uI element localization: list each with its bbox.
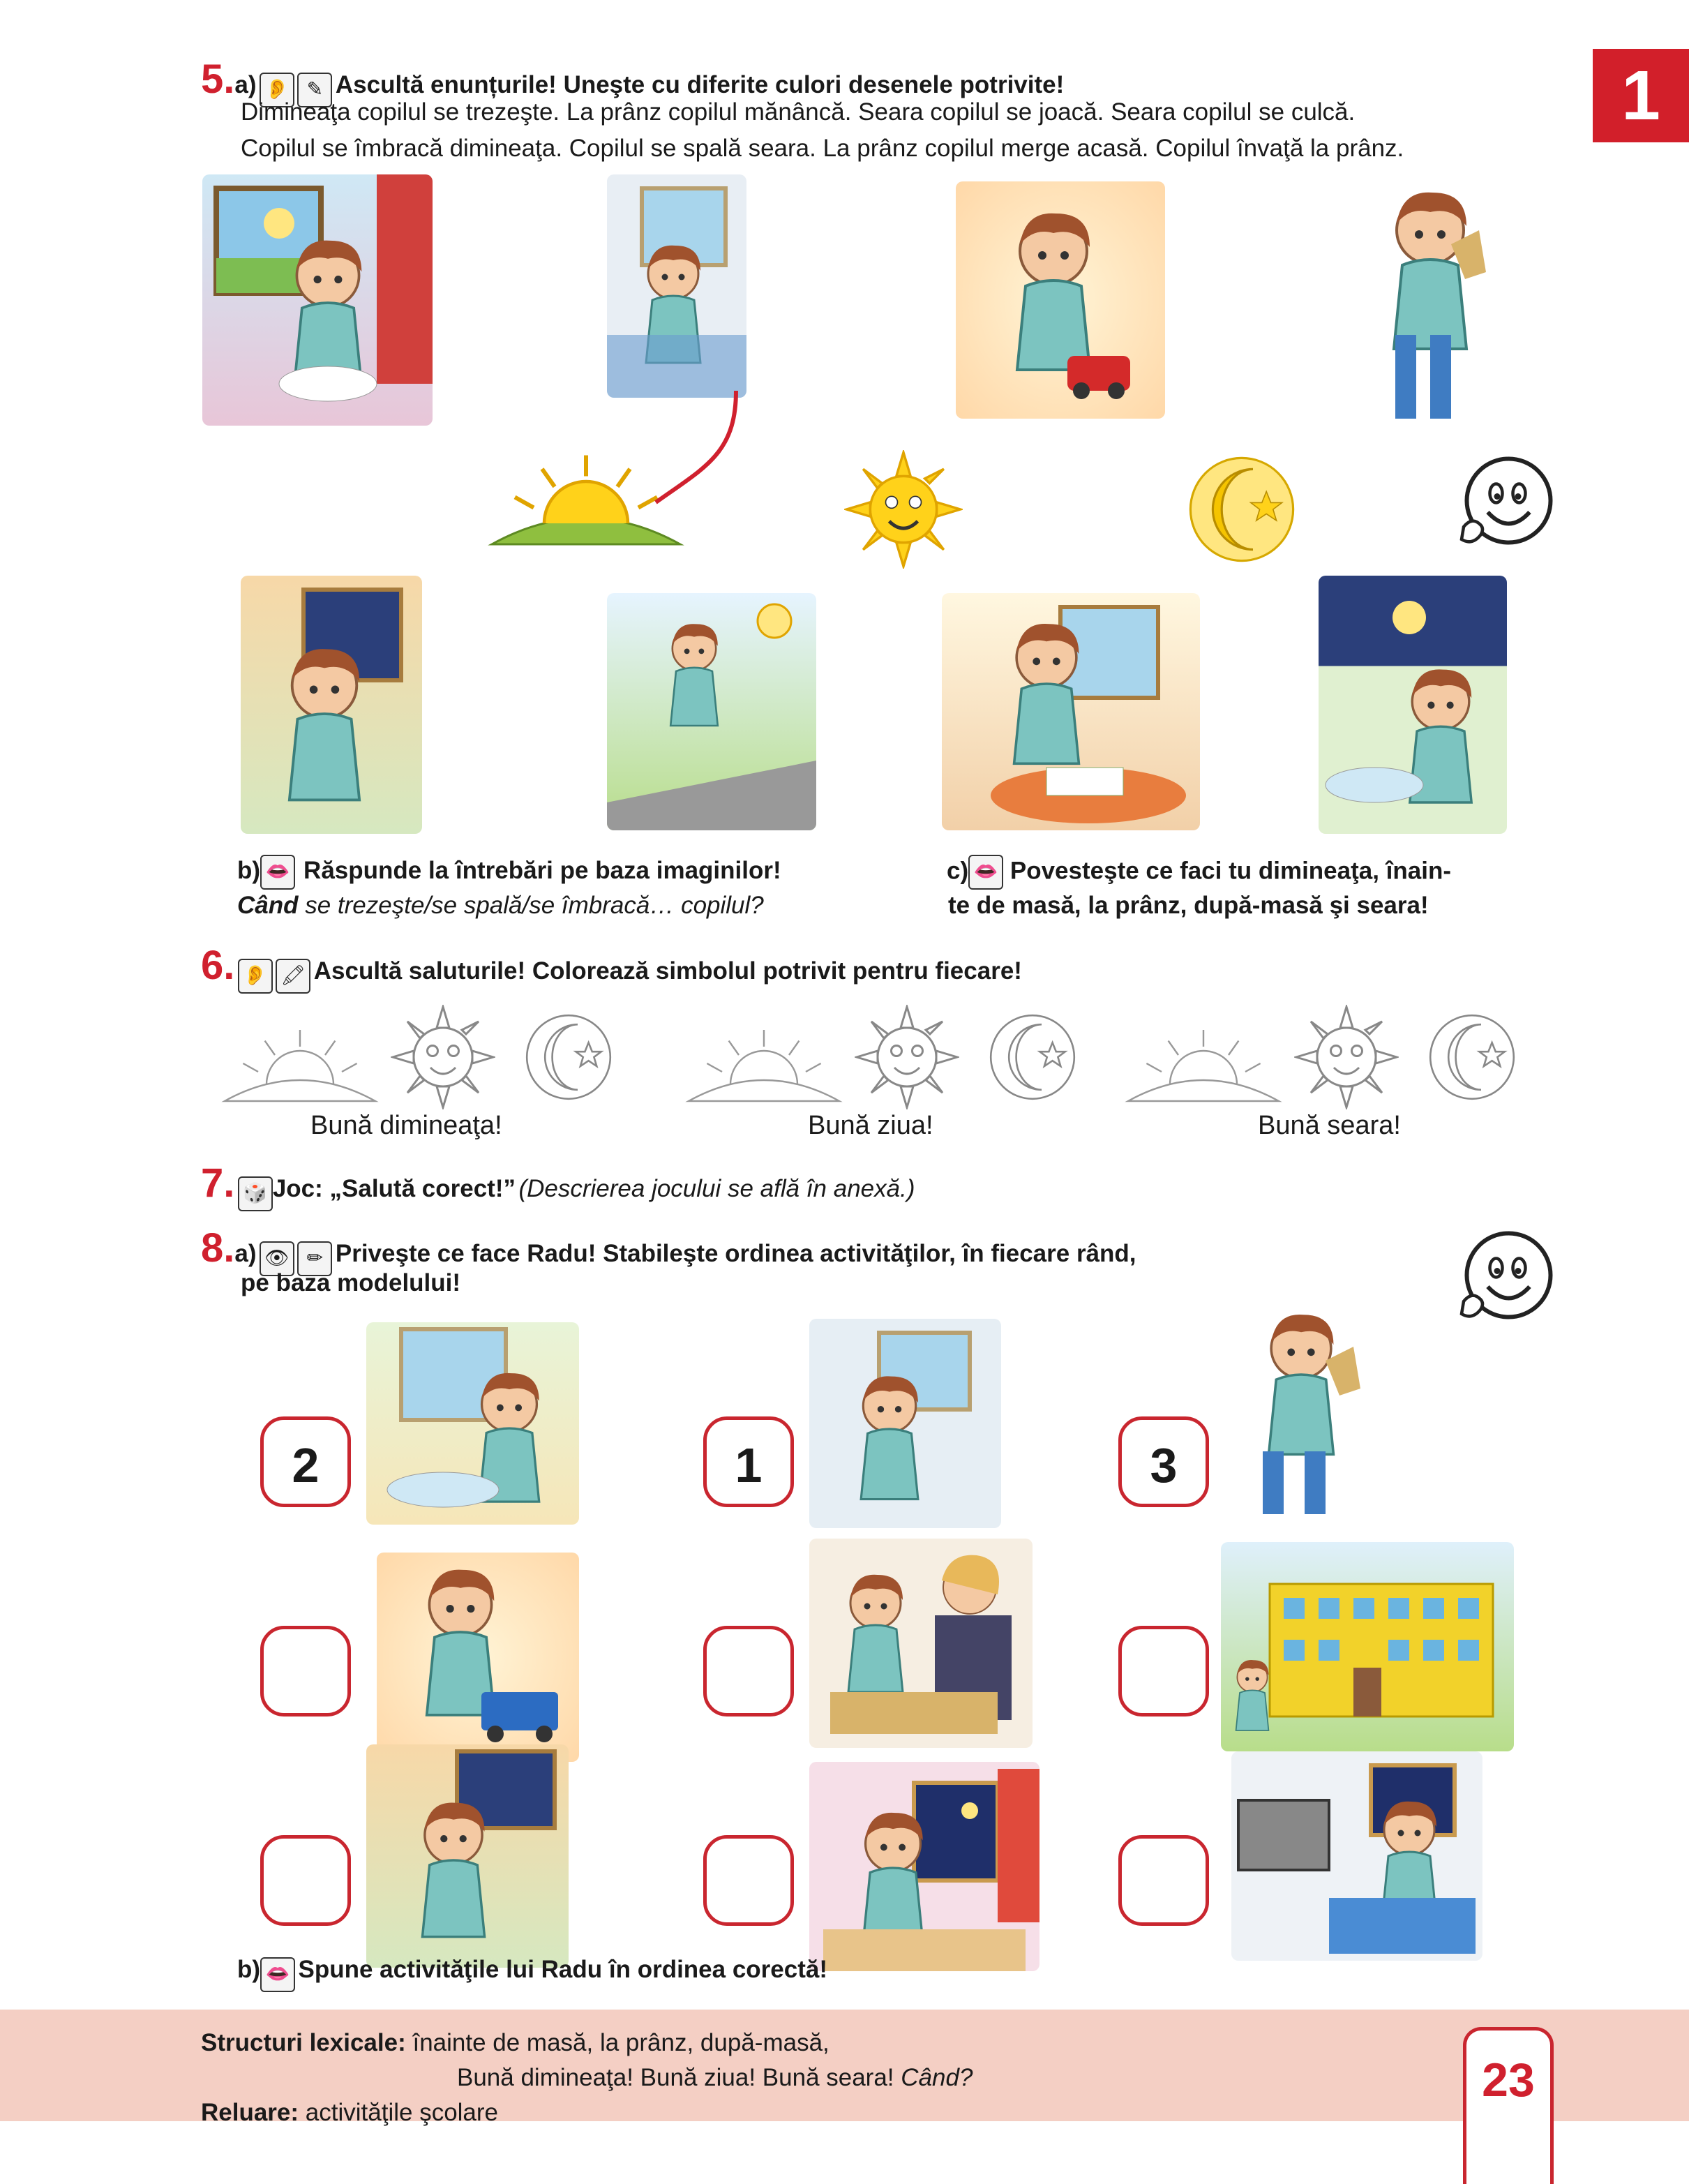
ex5-c-label: c) — [947, 857, 969, 885]
footer-structuri-line2: Bună dimineaţa! Bună ziua! Bună seara! — [457, 2064, 894, 2091]
greeting-symbols-group-3 — [1120, 998, 1538, 1109]
picture-getting-up — [809, 1319, 1001, 1528]
ex8-b-label: b) — [237, 1956, 261, 1983]
ex7-note: (Descrierea jocului se află în anexă.) — [518, 1175, 915, 1202]
picture-putting-on-clothes — [1221, 1305, 1381, 1514]
picture-washing — [1319, 576, 1507, 834]
ex5-line1: Dimineaţa copilul se trezeşte. La prânz copilul mănâncă. Seara copilul se joacă. Seara copilul se culcă. — [241, 98, 1356, 126]
ex5-b-label: b) — [237, 857, 261, 884]
ex5-part-c — [947, 855, 1554, 922]
order-box-r3c3[interactable] — [1118, 1835, 1209, 1926]
order-box-model-2: 1 — [703, 1416, 794, 1507]
greeting-symbols-group-1 — [216, 998, 635, 1109]
ex8-b-text: Spune activităţile lui Radu în ordinea corectă! — [298, 1956, 827, 1983]
ex8-number: 8. — [201, 1225, 235, 1271]
match-lines-icon: ✎ — [297, 73, 332, 107]
greeting-good-day: Bună ziua! — [808, 1111, 933, 1140]
footer-structuri-2 — [457, 2062, 973, 2094]
ex5-title: Ascultă enunțurile! Uneşte cu diferite culori desenele potrivite! — [335, 71, 1065, 98]
picture-eating — [202, 174, 433, 426]
ear-icon: 👂 — [238, 959, 273, 994]
game-dice-icon: 🎲 — [238, 1176, 273, 1211]
order-box-r3c2[interactable] — [703, 1835, 794, 1926]
footer-reluare — [201, 2097, 498, 2129]
greeting-symbols-group-2 — [680, 998, 1099, 1109]
picture-dinner — [809, 1762, 1039, 1971]
picture-walking-home — [607, 593, 816, 830]
greeting-good-morning: Bună dimineaţa! — [310, 1111, 502, 1140]
ex6-header — [201, 942, 1022, 994]
chapter-tab: 1 — [1593, 49, 1689, 142]
eye-icon: 👁 — [260, 1241, 294, 1276]
page-number: 23 — [1482, 2054, 1535, 2107]
ex5-line2: Copilul se îmbracă dimineaţa. Copilul se spală seara. La prânz copilul merge acasă. Copilul învaţă la prânz. — [241, 135, 1404, 162]
moon-symbol — [1186, 454, 1298, 565]
picture-school-class — [809, 1539, 1033, 1748]
footer-structuri — [201, 2027, 830, 2059]
ex7-header — [201, 1160, 915, 1211]
ex5-part-a: a) — [234, 71, 257, 98]
lips-icon: 👄 — [260, 855, 295, 890]
footer-structuri-line1: înainte de masă, la prânz, după-masă, — [412, 2029, 830, 2056]
smiley-thumbs-up-icon — [1444, 454, 1563, 558]
sun-symbol — [844, 450, 963, 569]
pencil-icon: ✏ — [297, 1241, 332, 1276]
footer-reluare-label: Reluare: — [201, 2099, 299, 2126]
footer-reluare-text: activităţile şcolare — [305, 2099, 499, 2126]
picture-playing-car — [956, 181, 1165, 419]
footer-structuri-label: Structuri lexicale: — [201, 2029, 406, 2056]
greeting-good-evening: Bună seara! — [1258, 1111, 1401, 1140]
picture-bedtime — [366, 1744, 569, 1968]
picture-playing-train — [377, 1553, 579, 1762]
order-box-r2c2[interactable] — [703, 1626, 794, 1716]
ex7-number: 7. — [201, 1160, 235, 1206]
order-box-model-3: 3 — [1118, 1416, 1209, 1507]
ex6-title: Ascultă saluturile! Colorează simbolul potrivit pentru fiecare! — [313, 957, 1022, 985]
order-box-r2c3[interactable] — [1118, 1626, 1209, 1716]
ex5-c-text2: te de masă, la prânz, după-masă şi seara! — [948, 892, 1429, 919]
ex5-b-question-word: Când — [237, 892, 299, 919]
ex8-part-b — [237, 1954, 827, 1992]
ex8-title2: pe baza modelului! — [241, 1269, 461, 1296]
picture-going-to-bed — [241, 576, 422, 834]
picture-waking-up — [607, 174, 746, 398]
ex5-b-text: Răspunde la întrebări pe baza imaginilor! — [303, 857, 781, 884]
ex5-c-text1: Povesteşte ce faci tu dimineaţa, înain- — [1009, 857, 1452, 885]
picture-studying — [942, 593, 1200, 830]
ex8-part-a: a) — [234, 1240, 257, 1267]
order-box-r3c1[interactable] — [260, 1835, 351, 1926]
ex8-title1: Priveşte ce face Radu! Stabileşte ordinea activităţilor, în fiecare rând, — [335, 1240, 1136, 1267]
page-number-tab — [1463, 2027, 1554, 2184]
picture-watching-tv — [1231, 1751, 1482, 1961]
ex5-part-b — [237, 855, 917, 922]
picture-washing-hands — [366, 1322, 579, 1525]
connecting-line — [649, 391, 740, 516]
picture-going-to-school — [1221, 1542, 1514, 1751]
lips-icon: 👄 — [260, 1957, 295, 1992]
ex7-title: Joc: „Salută corect!” — [272, 1175, 516, 1202]
picture-dressing — [1346, 174, 1507, 426]
lips-icon: 👄 — [968, 855, 1003, 890]
ex5-number: 5. — [201, 57, 235, 102]
ex6-number: 6. — [201, 943, 235, 988]
ex5-b-question-rest: se trezeşte/se spală/se îmbracă… copilul? — [298, 892, 764, 919]
order-box-model-1: 2 — [260, 1416, 351, 1507]
crayons-icon: 🖍 — [276, 959, 310, 994]
smiley-thumbs-up-icon — [1444, 1228, 1563, 1333]
footer-structuri-when: Când? — [901, 2064, 973, 2091]
ear-icon: 👂 — [260, 73, 294, 107]
order-box-r2c1[interactable] — [260, 1626, 351, 1716]
sunrise-outline-icon — [225, 1030, 375, 1101]
